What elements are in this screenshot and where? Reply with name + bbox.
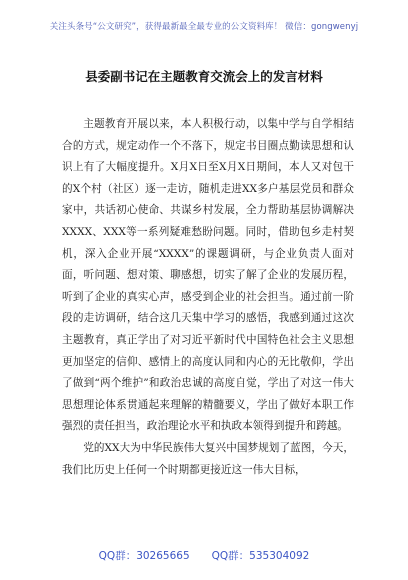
footer-contact bbox=[0, 548, 408, 563]
body-paragraph: 主题教育开展以来，本人积极行动，以集中学与自学相结合的方式，规定动作一个不落下，规定书目圈点勤读思想和认识上有了大幅度提升。X月X日至X月X日期间，本人又对包干的X个村（社区）逐一走访，随机走进XX多户基层党员和群众家中，共话初心使命、共谋乡村发展，全力帮助基层协调解决XXXX、XXX等一系列疑难愁盼问题。同时，借助包乡走村契机，深入企业开展“XXXX”的课题调研，与企业负责人面对面，听问题、想对策、聊感想，切实了解了企业的发展历程，听到了企业的真实心声，感受到企业的社会担当。通过前一阶段的走访调研，结合这几天集中学习的感悟，我感到通过这次主题教育，真正学出了对习近平新时代中国特色社会主义思想更加坚定的信仰、感情上的高度认同和内心的无比敬仰，学出了做到“两个维护”和政治忠诚的高度自觉，学出了对这一伟大思想理论体系贯通起来理解的精髓要义，学出了做好本职工作强烈的责任担当，政治理论水平和执政本领得到提升和跨越。 bbox=[62, 118, 354, 433]
qq-group-2: QQ群：535304092 bbox=[211, 550, 310, 562]
document-title: 县委副书记在主题教育交流会上的发言材料 bbox=[85, 69, 323, 84]
body-paragraph: 党的XX大为中华民族伟大复兴中国梦规划了蓝图，今天，我们比历史上任何一个时期都更接近这一伟大目标， bbox=[62, 441, 354, 476]
header-banner: 关注头条号“公文研究”，获得最新最全最专业的公文资料库！ 微信：gongwenyj bbox=[49, 22, 359, 32]
qq-group-1: QQ群：30265665 bbox=[98, 550, 190, 562]
document-body bbox=[62, 114, 354, 481]
